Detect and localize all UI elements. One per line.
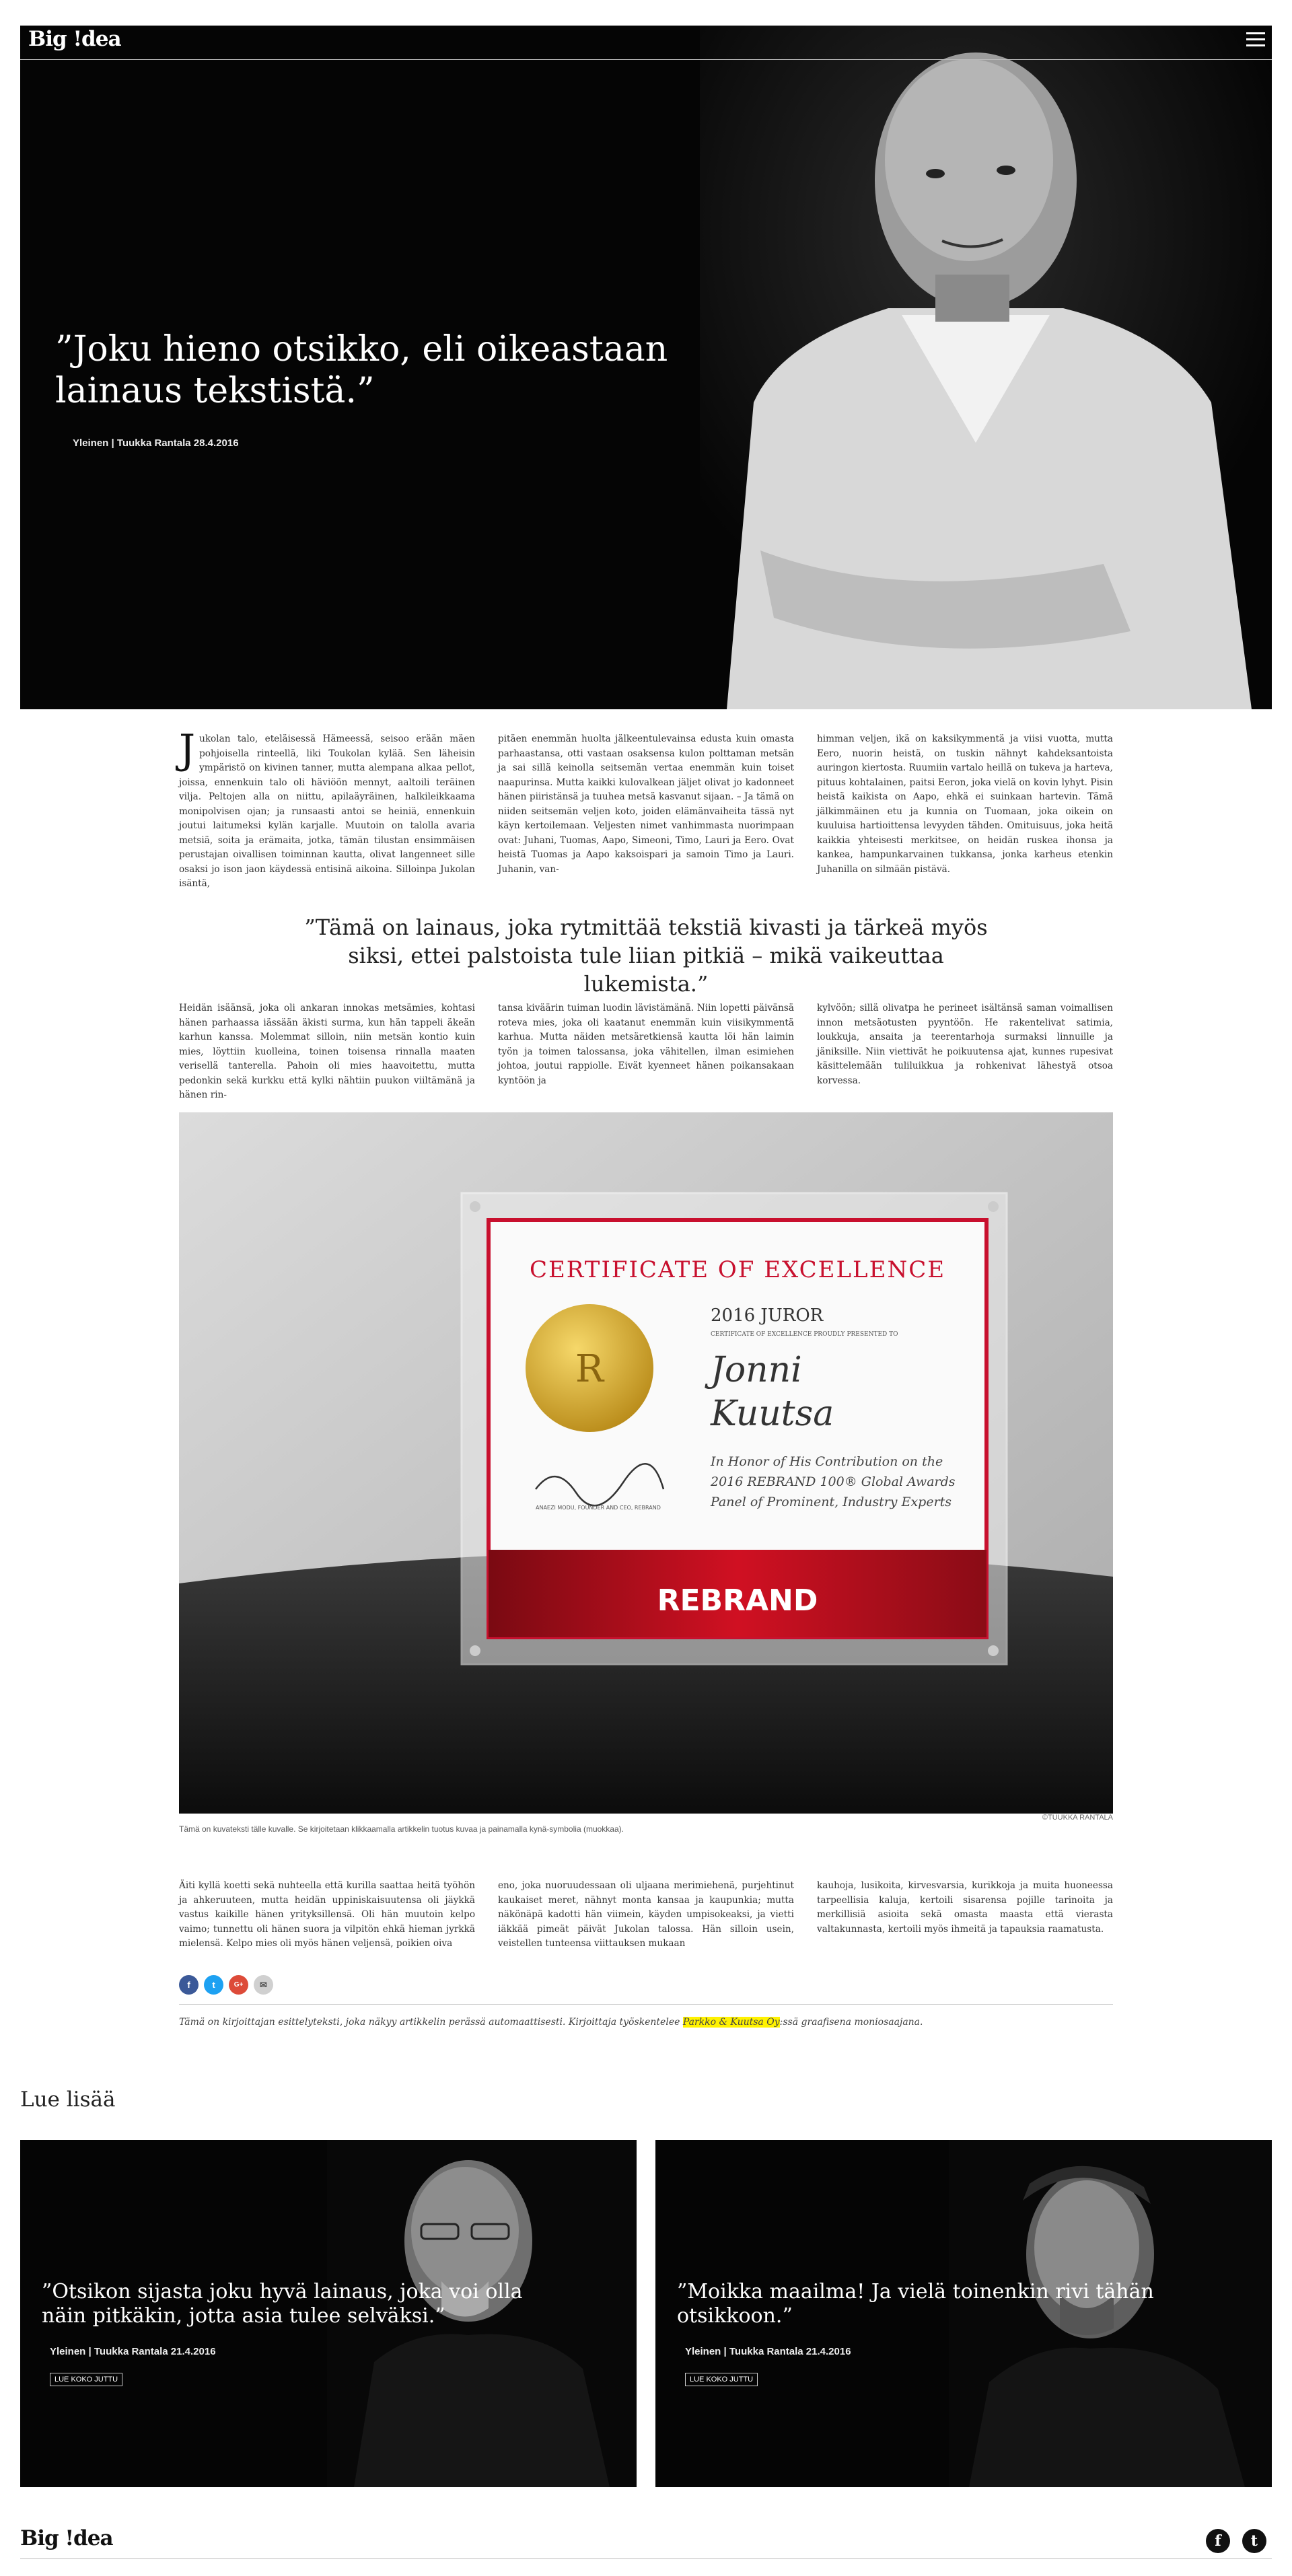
read-full-story-button[interactable]: LUE KOKO JUTTU xyxy=(685,2373,758,2386)
hero-meta: Yleinen | Tuukka Rantala 28.4.2016 xyxy=(73,437,239,449)
cert-honor-3: Panel of Prominent, Industry Experts xyxy=(711,1495,952,1509)
cert-honor-1: In Honor of His Contribution on the xyxy=(711,1454,943,1469)
article-column: kauhoja, lusikoita, kirvesvarsia, kurikkoja ja muita huoneessa tarpeellisia kaluja, kertoili sisarensa pojille tarinoita ja merkillisiä asioita sekä omasta maasta että vierasta valtakunnasta, kertoili myös ihmeitä ja tapauksia raamatusta. xyxy=(817,1880,1113,1935)
facebook-icon[interactable]: f xyxy=(1206,2529,1230,2553)
certificate-image xyxy=(179,1112,1113,1814)
cert-title: CERTIFICATE OF EXCELLENCE xyxy=(529,1256,946,1283)
pull-quote: ”Tämä on lainaus, joka rytmittää tekstiä kivasti ja tärkeä myös siksi, ettei palstoista tule liian pitkiä – mikä vaikeuttaa lukemista.” xyxy=(304,915,988,997)
article-column: pitäen enemmän huolta jälkeentulevainsa edusta kuin omasta parhaastansa, otti vastaan osaksensa kulon polttaman metsän ja sai sillä keinolla seitsemän vertaa enemmän kuin toiset naapurinsa. Mutta kaikki kulovalkean jäljet olivat jo kadonneet hänen piiristänsä ja tuuhea metsä kasvanut sijaan. – Ja tämä on niiden seitsemän veljen koto, joiden elämänvaiheita tässä nyt käyn kertoilemaan. Veljesten nimet vanhimmasta nuorimpaan ovat: Juhani, Tuomas, Aapo, Simeoni, Timo, Lauri ja Eero. Ovat heistä Tuomas ja Aapo kaksoispari ja samoin Timo ja Lauri. Juhanin, van- xyxy=(498,734,794,875)
article-column: Heidän isäänsä, joka oli ankaran innokas metsämies, kohtasi hänen parhaassa iässään äkisti surma, kun hän tappeli äkeän karhun kanssa. Molemmat silloin, niin metsän kontio kuin mies, löyttiin kuolleina, toinen toisensa rinnalla maaten verisellä tanterella. Pahoin oli mies haavoitettu, mutta pedonkin sekä kurkku että kylki nähtiin puukon viiltämänä ja hänen rin- xyxy=(179,1003,475,1100)
article-intro xyxy=(179,726,1113,892)
facebook-share-icon[interactable]: f xyxy=(179,1975,199,1995)
footer-logo[interactable]: Big !dea xyxy=(20,2526,113,2550)
hamburger-icon[interactable] xyxy=(1246,32,1265,50)
read-more-heading: Lue lisää xyxy=(20,2087,116,2112)
logo[interactable]: Big !dea xyxy=(28,27,121,51)
card-title[interactable]: ”Moikka maailma! Ja vielä toinenkin rivi tähän otsikkoon.” xyxy=(677,2280,1154,2328)
cert-honor-2: 2016 REBRAND 100® Global Awards xyxy=(711,1474,956,1489)
cert-name-1: Jonni xyxy=(711,1350,802,1390)
card-meta: Yleinen | Tuukka Rantala 21.4.2016 xyxy=(685,2346,851,2357)
cert-year: 2016 JUROR xyxy=(711,1305,824,1326)
article-column: tansa kiväärin tuiman luodin lävistämänä. Niin lopetti päivänsä roteva mies, joka oli kaatanut enemmän kuin viisikymmentä karhua. Mutta näiden metsäretkiensä kautta löi hän laimin työn ja toimen talossansa, joka vähitellen, ilman esimiehen johtoa, joutui rappiolle. Eivät kyenneet hänen poikansakaan kyntöön ja xyxy=(498,1003,794,1086)
photo-credit: ©TUUKKA RANTALA xyxy=(1042,1814,1113,1822)
article-column: Jukolan talo, eteläisessä Hämeessä, seisoo erään mäen pohjoisella rinteellä, liki Toukolan kylää. Sen läheisin ympäristö on kivinen tanner, mutta alempana alkaa pellot, joissa, ennenkuin talo oli häviöön mennyt, aaltoili teräinen vilja. Peltojen alla on niittu, apilaäyräinen, halkileikkaama monipolvisen ojan; ja runsaasti antoi se heiniä, ennenkuin joutui laitumeksi kylän karjalle. Muutoin on talolla avaria metsiä, soita ja erämaita, jotka, tämän tilustan ensimmäisen perustajan oivallisen toiminnan kautta, olivat langenneet sille osaksi jo ison jaon käydessä entisinä aikoina. Silloinpa Jukolan isäntä, xyxy=(179,726,475,889)
footer xyxy=(20,2522,1272,2559)
author-bio: Tämä on kirjoittajan esittelyteksti, joka näkyy artikkelin perässä automaattisesti. Kirjoittaja työskentelee Parkko & Kuutsa Oy:ssä graafisena moniosaajana. xyxy=(179,2004,1113,2028)
share-buttons xyxy=(179,1975,273,1995)
article-middle xyxy=(179,1001,1113,1103)
cert-brand: REBRAND xyxy=(657,1583,818,1618)
article-column: eno, joka nuoruudessaan oli uljaana merimiehenä, purjehtinut kaukaiset meret, nähnyt monta kansaa ja kaupunkia; mutta näkönäpä kadotti hän viimein, käyden umpisokeaksi, ja vietti iäkkää pimeät päivät Jukolan talossa. Hän silloin usein, veistellen tunteensa viittauksen mukaan xyxy=(498,1880,794,1949)
cert-name-2: Kuutsa xyxy=(711,1394,834,1434)
twitter-share-icon[interactable]: t xyxy=(204,1975,223,1995)
cert-sub: CERTIFICATE OF EXCELLENCE PROUDLY PRESENTED TO xyxy=(711,1331,898,1338)
article-column: Äiti kyllä koetti sekä nuhteella että kurilla saattaa heitä työhön ja ahkeruuteen, mutta heidän uppiniskaisuutensa oli jäykkä vastus kaikille hänen yrityksillensä. Oli hän muutoin kelpo vaimo; tunnettu oli hänen suora ja vilpitön ehkä hieman jyrkkä mielensä. Kelpo mies oli myös hänen veljensä, poikien oiva xyxy=(179,1880,475,1949)
seal-letter: R xyxy=(575,1347,604,1391)
author-company-link[interactable]: Parkko & Kuutsa Oy xyxy=(682,2017,780,2028)
google-share-icon[interactable]: G+ xyxy=(229,1975,248,1995)
hero xyxy=(20,26,1272,709)
email-share-icon[interactable]: ✉ xyxy=(254,1975,273,1995)
article-end xyxy=(179,1879,1113,1952)
read-full-story-button[interactable]: LUE KOKO JUTTU xyxy=(50,2373,122,2386)
related-article-card[interactable] xyxy=(655,2140,1272,2487)
article-column: himman veljen, ikä on kaksikymmentä ja viisi vuotta, mutta Eero, nuorin heistä, on tuskin nähnyt kahdeksantoista auringon kiertosta. Ruumiin vartalo heillä on tukeva ja harteva, pituus kohtalainen, paitsi Eeron, joka vielä on kovin lyhyt. Pisin heistä kaikista on Aapo, ehkä ei suinkaan hartevin. Tämä jälkimmäinen etu ja kunnia on Tuomaan, joka oikein on kuuluisa hartioittensa levyyden tähden. Omituisuus, joka heitä kaikkia yhteisesti merkitsee, on heidän ruskea ihonsa ja kankea, hampunkarvainen tukkansa, jonka karheus etenkin Juhanilla on silmään pistävä. xyxy=(817,734,1113,875)
drop-cap: J xyxy=(179,726,196,773)
header xyxy=(20,20,1272,60)
card-meta: Yleinen | Tuukka Rantala 21.4.2016 xyxy=(50,2346,216,2357)
footer-social xyxy=(1206,2529,1266,2553)
twitter-icon[interactable]: t xyxy=(1242,2529,1266,2553)
image-caption-block xyxy=(179,1814,1113,1834)
related-article-card[interactable] xyxy=(20,2140,637,2487)
cert-signer: ANAEZI MODU, FOUNDER AND CEO, REBRAND xyxy=(536,1505,661,1511)
image-caption: Tämä on kuvateksti tälle kuvalle. Se kirjoitetaan klikkaamalla artikkelin tuotus kuvaa ja painamalla kynä-symbolia (muokkaa). xyxy=(179,1824,624,1834)
article-column: kylvöön; sillä olivatpa he perineet isältänsä saman voimallisen innon metsäotusten pyyntöön. He rakentelivat satimia, loukkuja, ansaita ja teerentarhoja surmaksi linnuille ja jäniksille. Niin viettivät he poikuutensa ajat, kunnes rupesivat käsittelemään tuliluikkua ja rohkenivat lähestyä otsoa korvessa. xyxy=(817,1003,1113,1086)
hero-title: ”Joku hieno otsikko, eli oikeastaan lainaus tekstistä.” xyxy=(55,329,668,411)
card-title[interactable]: ”Otsikon sijasta joku hyvä lainaus, joka voi olla näin pitkäkin, jotta asia tulee selväksi.” xyxy=(42,2280,523,2328)
